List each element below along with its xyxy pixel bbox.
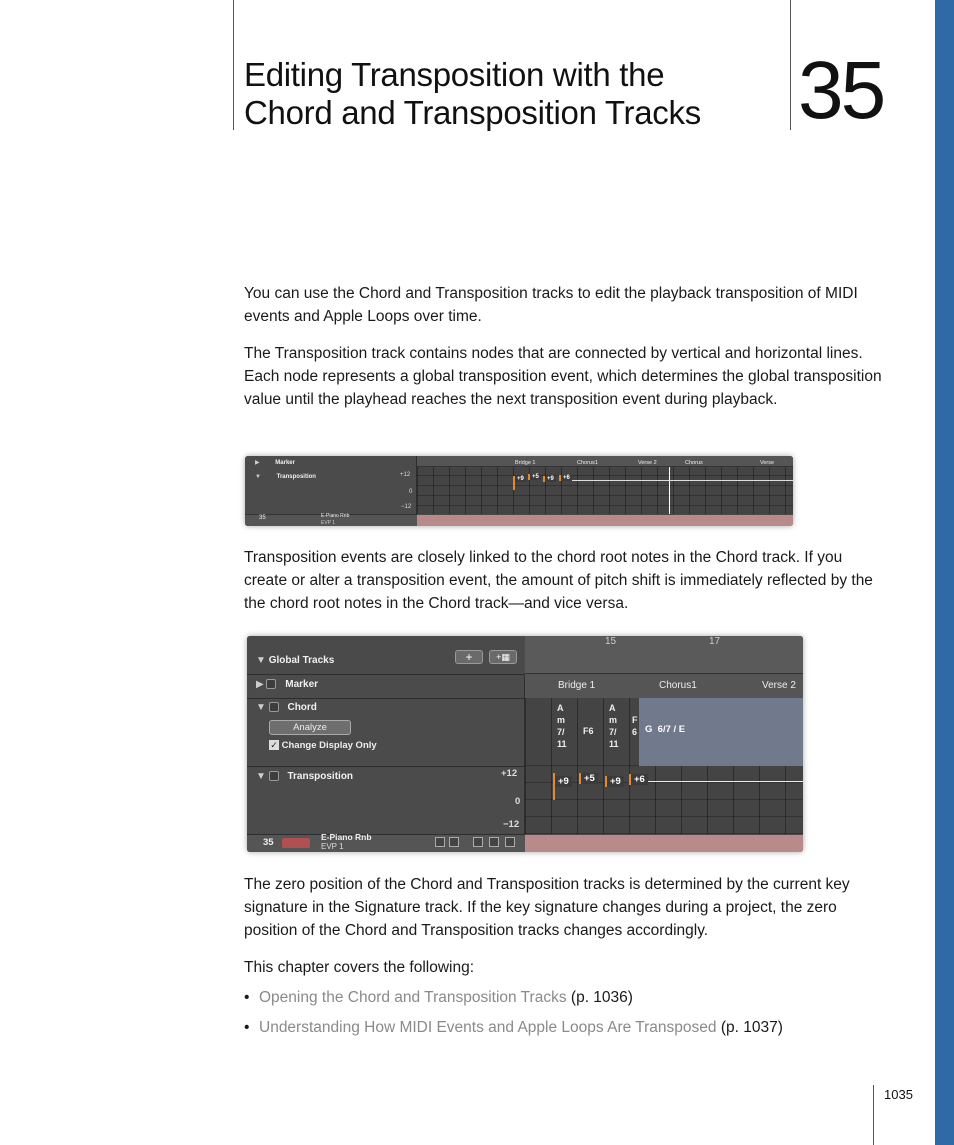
plus-icon: +: [465, 650, 473, 664]
scale-mid: 0: [515, 796, 521, 807]
transposition-label: Transposition: [276, 474, 316, 480]
toc-link-understanding[interactable]: Understanding How MIDI Events and Apple Loops Are Transposed: [259, 1019, 717, 1036]
marker-lane: [417, 456, 793, 467]
paragraph-zero-position: The zero position of the Chord and Transposition tracks is determined by the current key signature in the Signature track. If the key signature changes during a project, the zero position of the Chord and Transposition tracks changes accordingly.: [244, 876, 850, 939]
lock-icon[interactable]: [269, 771, 279, 781]
track-name: E-Piano Rnb: [321, 513, 350, 519]
title-right-rule: [790, 0, 791, 130]
marker-row: [255, 459, 295, 466]
chapter-title-line-1: Editing Transposition with the: [244, 56, 665, 93]
track-sub: EVP 1: [321, 842, 344, 851]
chord-am7-11[interactable]: A m 7/ 11: [557, 703, 567, 749]
scale-top: +12: [501, 768, 518, 779]
scale-bottom: −12: [401, 504, 412, 510]
paragraph-chord-link: Transposition events are closely linked to the chord root notes in the Chord track. If you create or alter a transposition event, the amount of pitch shift is immediately reflected by the the chord root notes in the Chord track—and vice versa.: [244, 549, 873, 612]
track-name: E-Piano Rnb: [321, 832, 372, 842]
chapter-title-line-2: Chord and Transposition Tracks: [244, 94, 701, 131]
region-lane: [417, 515, 793, 526]
chord-am7-11[interactable]: A m 7/ 11: [609, 703, 619, 749]
screenshot-transposition-track: [245, 456, 793, 526]
chord-row: [256, 702, 317, 713]
marker-bridge-1: Bridge 1: [515, 460, 536, 466]
ruler-bar-15: 15: [605, 636, 617, 647]
disclosure-triangle-icon: ▼: [255, 474, 261, 480]
instrument-icon: [282, 838, 310, 848]
transposition-node[interactable]: +9: [605, 776, 624, 787]
chord-f6[interactable]: F 6: [632, 715, 638, 737]
lock-icon[interactable]: [269, 702, 279, 712]
mute-icon[interactable]: [435, 837, 445, 847]
marker-chorus: Chorus: [685, 460, 703, 466]
transposition-node[interactable]: +9: [543, 476, 556, 482]
global-tracks-row: [256, 655, 334, 666]
change-display-label: Change Display Only: [281, 740, 377, 751]
transposition-node[interactable]: +6: [629, 774, 648, 785]
checkbox-checked-icon[interactable]: ✓: [270, 740, 278, 751]
marker-chorus1: Chorus1: [659, 680, 697, 691]
transposition-node[interactable]: +5: [528, 474, 541, 480]
add-folder-button[interactable]: [489, 650, 517, 664]
track-sub: EVP 1: [321, 520, 336, 526]
chord-g-6-7-e[interactable]: G 6/7 / E: [645, 724, 686, 735]
paragraph-transposition-track: The Transposition track contains nodes that are connected by vertical and horizontal lines. Each node represents a global transposition event, which determines the global transposition value until the playhead reaches the next transposition event during playback.: [244, 345, 882, 408]
title-left-rule: [233, 0, 234, 130]
toc-item: [244, 986, 633, 1009]
transposition-label: Transposition: [287, 771, 354, 782]
marker-verse-2: Verse 2: [762, 680, 796, 691]
mute-button-icon[interactable]: [489, 837, 499, 847]
scale-top: +12: [400, 472, 411, 478]
chapter-title: [244, 56, 764, 132]
marker-verse: Verse: [760, 460, 775, 466]
transposition-node[interactable]: +9: [553, 776, 572, 787]
toc-page-ref: (p. 1036): [570, 989, 633, 1006]
track-number: 35: [259, 515, 266, 521]
track-number: 35: [263, 837, 274, 848]
ruler: [525, 636, 803, 674]
toc-page-ref: (p. 1037): [720, 1019, 783, 1036]
bullet-icon: •: [244, 1019, 250, 1036]
disclosure-triangle-icon[interactable]: ▼: [256, 702, 266, 713]
disclosure-triangle-icon[interactable]: ▼: [256, 771, 266, 782]
lock-icon[interactable]: [266, 679, 276, 689]
chapter-tab-bar: [935, 0, 954, 1145]
scale-bottom: −12: [503, 819, 520, 830]
lock-icon[interactable]: [449, 837, 459, 847]
folder-plus-icon: +▦: [496, 652, 510, 662]
marker-verse-2: Verse 2: [638, 460, 657, 466]
chord-f6[interactable]: F6: [583, 726, 594, 736]
marker-bridge-1: Bridge 1: [558, 680, 596, 691]
disclosure-triangle-icon: ▶: [255, 460, 260, 466]
transposition-node[interactable]: +6: [559, 475, 572, 481]
screenshot-chord-transposition: [247, 636, 803, 852]
toc-link-opening[interactable]: Opening the Chord and Transposition Tracks: [259, 989, 567, 1006]
chord-label: Chord: [287, 702, 317, 713]
transposition-node[interactable]: +9: [513, 476, 526, 482]
transposition-row: [256, 771, 353, 782]
page-number: 1035: [884, 1087, 913, 1102]
analyze-button[interactable]: Analyze: [269, 720, 351, 735]
transposition-line: [637, 781, 803, 782]
disclosure-triangle-icon[interactable]: ▶: [256, 679, 264, 690]
paragraph-intro: You can use the Chord and Transposition tracks to edit the playback transposition of MIDI events and Apple Loops over time.: [244, 285, 858, 325]
marker-label: Marker: [285, 679, 319, 690]
marker-chorus1: Chorus1: [577, 460, 598, 466]
marker-row: [256, 679, 318, 690]
record-icon[interactable]: [473, 837, 483, 847]
transposition-line: [565, 480, 793, 481]
paragraph-chapter-covers: This chapter covers the following:: [244, 959, 475, 976]
global-tracks-label: Global Tracks: [268, 655, 335, 666]
toc-item: [244, 1016, 783, 1039]
add-track-button[interactable]: [455, 650, 483, 664]
page-number-rule: [873, 1085, 874, 1145]
disclosure-triangle-icon[interactable]: ▼: [256, 655, 266, 666]
scale-mid: 0: [409, 489, 413, 495]
region-lane: [525, 835, 803, 852]
marker-label: Marker: [275, 460, 295, 466]
ruler-bar-17: 17: [709, 636, 721, 647]
bullet-icon: •: [244, 989, 250, 1006]
transposition-row: [255, 474, 316, 480]
solo-icon[interactable]: [505, 837, 515, 847]
change-display-option[interactable]: [269, 740, 377, 751]
playhead-line: [669, 467, 670, 514]
chapter-number: 35: [798, 45, 884, 136]
transposition-node[interactable]: +5: [579, 773, 598, 784]
